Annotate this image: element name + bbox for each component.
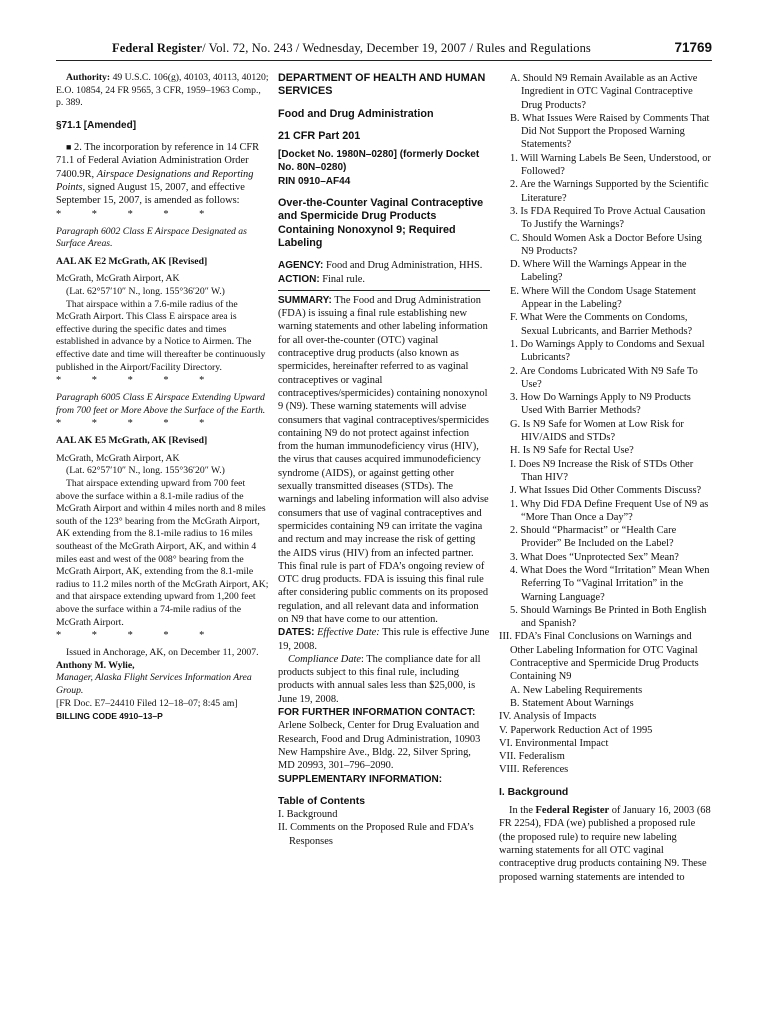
- amendment-text-2: , signed August 15, 2007, and effective September 15, 2007, is amended as follows:: [56, 181, 245, 207]
- running-head: [112, 41, 591, 56]
- billing-code: BILLING CODE 4910–13–P: [56, 711, 163, 722]
- toc-item: II. Comments on the Proposed Rule and FDA’s Responses: [278, 822, 474, 847]
- toc-item: VI. Environmental Impact: [499, 737, 609, 749]
- page-header: [56, 40, 712, 61]
- toc-item: V. Paperwork Reduction Act of 1995: [499, 724, 653, 736]
- section-amended-heading: §71.1 [Amended]: [56, 119, 137, 131]
- toc-item: I. Does N9 Increase the Risk of STDs Other Than HIV?: [510, 458, 694, 483]
- location-coordinates-2: (Lat. 62°57′10″ N., long. 155°36′20″ W.): [66, 465, 225, 477]
- department-heading: DEPARTMENT OF HEALTH AND HUMAN SERVICES: [278, 72, 486, 98]
- background-bold: Federal Register: [535, 805, 610, 817]
- signer-title: Manager, Alaska Flight Services Information Area Group.: [56, 672, 252, 696]
- signer-name: Anthony M. Wylie,: [56, 659, 135, 671]
- background-heading: I. Background: [499, 786, 569, 798]
- summary-paragraph: [278, 294, 490, 626]
- toc-item: 1. Why Did FDA Define Frequent Use of N9 as “More Than Once a Day”?: [510, 498, 709, 523]
- toc-item: 3. Is FDA Required To Prove Actual Causation To Justify the Warnings?: [510, 205, 706, 231]
- journal-name: Federal Register: [112, 41, 203, 55]
- aal-ak-e5-heading: AAL AK E5 McGrath, AK [Revised]: [56, 435, 208, 447]
- toc-title: Table of Contents: [278, 795, 365, 807]
- toc-item: 3. How Do Warnings Apply to N9 Products Used With Barrier Methods?: [510, 392, 691, 417]
- dates-paragraph: [278, 626, 490, 653]
- aal-ak-e2-heading: AAL AK E2 McGrath, AK [Revised]: [56, 255, 208, 267]
- agency-label: AGENCY:: [278, 260, 324, 272]
- toc-item: E. Where Will the Condom Usage Statement Appear in the Labeling?: [510, 285, 696, 311]
- background-text-2: of January 16, 2003 (68 FR 2254), FDA (we) published a proposed rule (the proposed rule) to require new labeling warning statements for all OTC vaginal contraceptive drug products containing N9. These proposed warning statements are intended to: [499, 805, 711, 883]
- toc-item: I. Background: [278, 809, 338, 821]
- background-paragraph: [499, 804, 712, 884]
- action-label: ACTION:: [278, 273, 320, 285]
- location-coordinates-1: (Lat. 62°57′10″ N., long. 155°36′20″ W.): [66, 285, 225, 297]
- issued-statement: Issued in Anchorage, AK, on December 11, 2007.: [66, 647, 259, 659]
- toc-item: F. What Were the Comments on Condoms, Sexual Lubricants, and Barrier Methods?: [510, 312, 693, 337]
- location-line-2: McGrath, McGrath Airport, AK: [56, 452, 180, 464]
- stars-divider: * * * * *: [56, 418, 219, 430]
- effective-date-label: Effective Date:: [314, 627, 380, 639]
- contact-label: FOR FURTHER INFORMATION CONTACT:: [278, 707, 476, 719]
- toc-item: VII. Federalism: [499, 751, 565, 763]
- compliance-paragraph: [278, 653, 490, 706]
- column-2: [278, 72, 490, 848]
- agency-text: Food and Drug Administration, HHS.: [323, 260, 483, 272]
- fr-doc-line: [FR Doc. E7–24410 Filed 12–18–07; 8:45 am]: [56, 697, 238, 709]
- compliance-date-label: Compliance Date: [288, 653, 362, 665]
- location-line-1: McGrath, McGrath Airport, AK: [56, 273, 180, 285]
- dates-label: DATES:: [278, 627, 315, 639]
- paragraph-6005-heading: Paragraph 6005 Class E Airspace Extending Upward from 700 feet or More Above the Surface of the Earth.: [56, 392, 266, 416]
- stars-divider: * * * * *: [56, 375, 219, 387]
- page-number: 71769: [674, 40, 712, 55]
- action-text: Final rule.: [319, 273, 365, 285]
- cfr-part: 21 CFR Part 201: [278, 129, 361, 142]
- toc-item: 5. Should Warnings Be Printed in Both English and Spanish?: [510, 604, 707, 630]
- toc-list: [499, 72, 712, 777]
- column-1: [56, 72, 270, 723]
- toc-item: H. Is N9 Safe for Rectal Use?: [510, 445, 634, 457]
- e5-airspace-description: That airspace extending upward from 700 feet above the surface within a 8.1-mile radius of the McGrath Airport and within 4 miles north and 8 miles south of the 123° bearing from the McGrath Airport, AK extending from the 8.1-mile radius to 16 miles southeast of the McGrath Airport, AK, and within 4 miles east and west of the 008° bearing from the McGrath Airport, AK, extending from the 8.1-mile radius to 11.2 miles north of the McGrath Airport, AK; and that airspace extending upward from 1,200 feet above the surface within a 74-mile radius of the McGrath Airport.: [56, 478, 269, 628]
- background-text-1: In the: [509, 805, 536, 817]
- rule-title: Over-the-Counter Vaginal Contraceptive and Spermicide Drug Products Containing Nonoxynol 9; Required Labeling: [278, 197, 484, 249]
- rin-number: RIN 0910–AF44: [278, 175, 351, 187]
- agency-line: [278, 259, 490, 272]
- toc-item: C. Should Women Ask a Doctor Before Using N9 Products?: [510, 232, 702, 257]
- effective-date-text: This rule is effective June 19, 2008.: [278, 627, 490, 652]
- divider-rule: [278, 290, 490, 291]
- toc-item: 2. Should “Pharmacist” or “Health Care Provider” Be Included on the Label?: [510, 525, 677, 550]
- toc-item: 3. What Does “Unprotected Sex” Mean?: [510, 551, 679, 563]
- authority-text: 49 U.S.C. 106(g), 40103, 40113, 40120; E.O. 10854, 24 FR 9565, 3 CFR, 1959–1963 Comp., p. 389.: [56, 72, 269, 109]
- toc-item: A. New Labeling Requirements: [510, 684, 643, 696]
- stars-divider: * * * * *: [56, 208, 219, 220]
- issue-info: / Vol. 72, No. 243 / Wednesday, December 19, 2007 / Rules and Regulations: [202, 41, 591, 55]
- column-3: [499, 72, 712, 884]
- toc-item: B. What Issues Were Raised by Comments That Did Not Support the Proposed Warning Statements?: [510, 112, 710, 151]
- amendment-italic-title: Airspace Designations and Reporting Points: [56, 168, 254, 193]
- toc-item: 2. Are the Warnings Supported by the Scientific Literature?: [510, 179, 709, 204]
- compliance-date-text: : The compliance date for all products subject to this final rule, including products with annual sales less than $25,000, is June 19, 2008.: [278, 653, 481, 705]
- amendment-bullet: ■: [66, 142, 72, 153]
- toc-item: D. Where Will the Warnings Appear in the Labeling?: [510, 259, 687, 284]
- summary-label: SUMMARY:: [278, 294, 332, 306]
- amendment-paragraph: [56, 141, 270, 207]
- authority-paragraph: [56, 72, 270, 110]
- stars-divider: * * * * *: [56, 630, 219, 642]
- summary-text: The Food and Drug Administration (FDA) is issuing a final rule establishing new warning statements and other labeling information for all over-the-counter (OTC) vaginal contraceptive drug products (also known as spermicides, hereinafter referred to as vaginal contraceptives or vaginal contraceptives/spermicides) containing nonoxynol 9 (N9). These warning statements will advise consumers that vaginal contraceptives/spermicides containing N9 do not protect against infection from the human immunodeficiency virus (HIV), the virus that causes acquired immunodeficiency syndrome (AIDS), or against getting other sexually transmitted diseases (STDs). The warnings and labeling information will also advise consumers that use of vaginal contraceptives and spermicides containing N9 can irritate the vagina and rectum and may increase the risk of getting the AIDS virus (HIV) from an infected partner. This final rule is part of FDA’s ongoing review of OTC drug products. FDA is issuing this final rule after considering public comments on its proposed regulation, and all relevant data and information on N9 that have come to our attention.: [278, 294, 489, 625]
- action-line: [278, 273, 490, 286]
- agency-heading: Food and Drug Administration: [278, 107, 434, 120]
- paragraph-6002-heading: Paragraph 6002 Class E Airspace Designated as Surface Areas.: [56, 225, 247, 250]
- toc-item: A. Should N9 Remain Available as an Active Ingredient in OTC Vaginal Contraceptive Drug Products?: [510, 73, 698, 111]
- toc-item: 1. Do Warnings Apply to Condoms and Sexual Lubricants?: [510, 338, 705, 364]
- toc-item: G. Is N9 Safe for Women at Low Risk for HIV/AIDS and STDs?: [510, 418, 684, 444]
- authority-label: Authority:: [66, 72, 111, 83]
- toc-item: III. FDA’s Final Conclusions on Warnings and Other Labeling Information for OTC Vaginal Contraceptive and Spermicide Drug Products Containing N9: [499, 631, 699, 683]
- amendment-text-1: 2. The incorporation by reference in 14 CFR 71.1 of Federal Aviation Administration Order 7400.9R,: [56, 142, 260, 180]
- toc-item: 2. Are Condoms Lubricated With N9 Safe To Use?: [510, 365, 698, 390]
- toc-item: 1. Will Warning Labels Be Seen, Understood, or Followed?: [510, 152, 711, 178]
- toc-item: B. Statement About Warnings: [510, 697, 634, 709]
- e2-airspace-description: That airspace within a 7.6-mile radius of the McGrath Airport. This Class E airspace area is effective during the specific dates and times established in advance by a Notice to Airmen. The effective date and time will thereafter be continuously published in the Airport/Facility Directory.: [56, 298, 266, 373]
- contact-text: Arlene Solbeck, Center for Drug Evaluation and Research, Food and Drug Administration, 10903 New Hampshire Ave., Bldg. 22, Silver Spring, MD 20993, 301–796–2090.: [278, 720, 481, 772]
- supplementary-label: SUPPLEMENTARY INFORMATION:: [278, 773, 443, 785]
- toc-item: VIII. References: [499, 764, 569, 776]
- toc-item: J. What Issues Did Other Comments Discuss?: [510, 485, 702, 497]
- docket-number: [Docket No. 1980N–0280] (formerly Docket No. 80N–0280): [278, 149, 480, 174]
- toc-item: 4. What Does the Word “Irritation” Mean When Referring To “Vaginal Irritation” in the Warning Language?: [510, 564, 710, 603]
- toc-item: IV. Analysis of Impacts: [499, 711, 597, 723]
